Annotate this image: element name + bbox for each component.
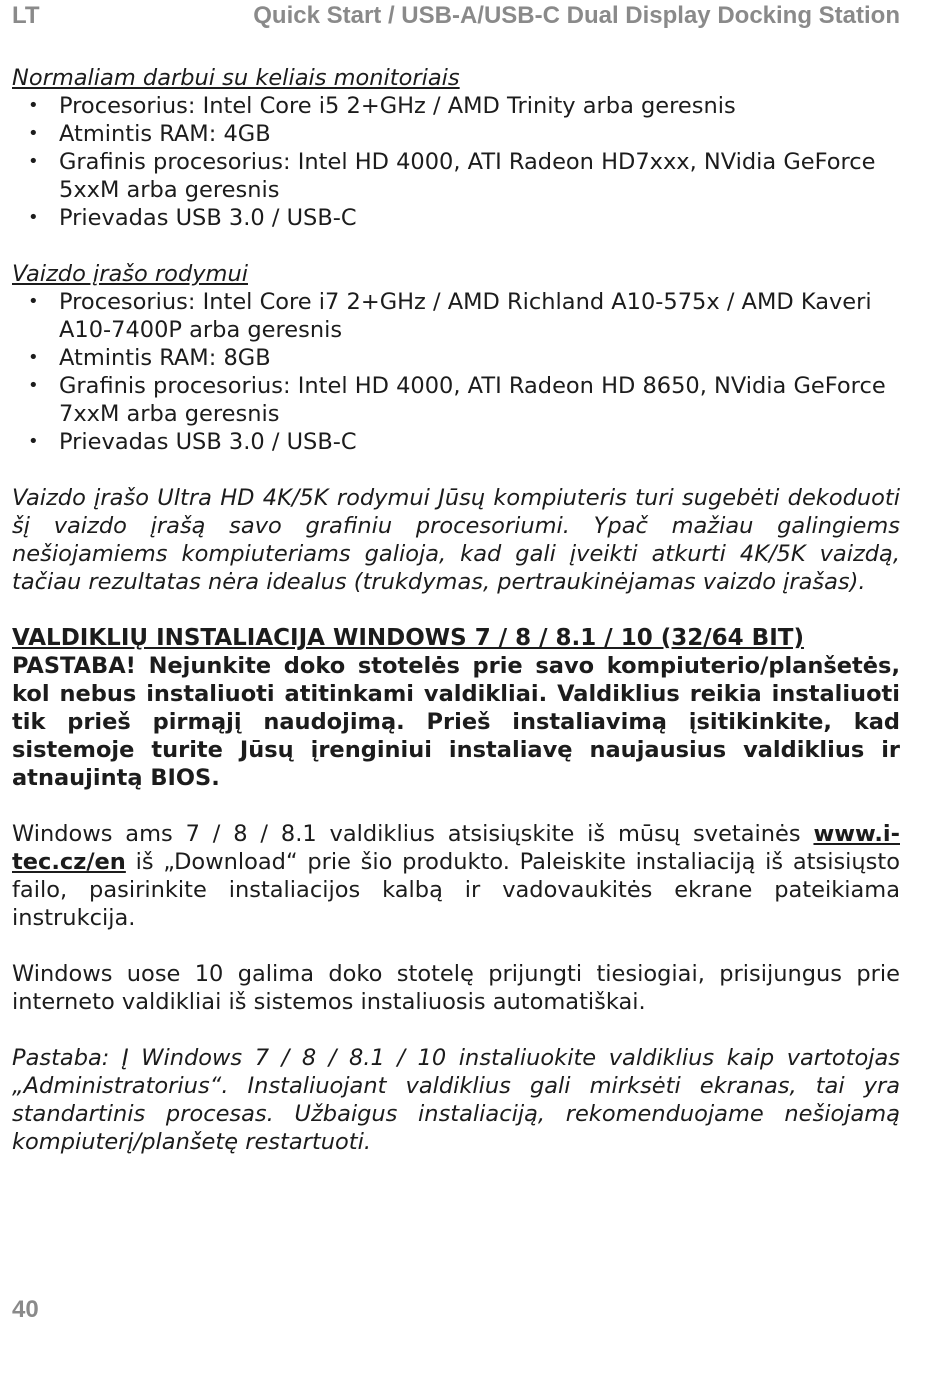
- list-item: • Grafinis procesorius: Intel HD 4000, ATI Radeon HD7xxx, NVidia GeForce 5xxM arba geresnis: [12, 148, 900, 204]
- video-requirements-list: [12, 288, 900, 456]
- driver-warning-paragraph: PASTABA! Nejunkite doko stotelės prie savo kompiuterio/planšetės, kol nebus instaliuoti atitinkami valdikliai. Valdiklius reikia instaliuoti tik prieš pirmąjį naudojimą. Prieš instaliavimą įsitikinkite, kad sistemoje turite Jūsų įrenginiui instaliavę naujausius valdiklius ir atnaujintą BIOS.: [12, 653, 900, 791]
- windows-10-instructions: Windows uose 10 galima doko stotelę prijungti tiesiogiai, prisijungus prie interneto valdikliai iš sistemos instaliuosis automatiškai.: [12, 961, 900, 1015]
- multi-monitor-requirements-list: [12, 92, 900, 232]
- section-heading-video: Vaizdo įrašo rodymui: [12, 261, 248, 287]
- download-site-link[interactable]: www.i-tec.cz/en: [12, 821, 900, 875]
- section-heading-multi-monitor: Normaliam darbui su keliais monitoriais: [12, 65, 460, 91]
- language-code: LT: [12, 2, 40, 29]
- list-item: • Procesorius: Intel Core i5 2+GHz / AMD Trinity arba geresnis: [12, 92, 900, 120]
- list-item: • Procesorius: Intel Core i7 2+GHz / AMD Richland A10-575x / AMD Kaveri A10-7400P arba geresnis: [12, 288, 900, 344]
- page-content: [12, 64, 900, 1156]
- list-item: • Prievadas USB 3.0 / USB-C: [12, 204, 900, 232]
- uhd-playback-note: Vaizdo įrašo Ultra HD 4K/5K rodymui Jūsų kompiuteris turi sugebėti dekoduoti šį vaizdo įrašą savo grafiniu procesoriumi. Ypač mažiau galingiems nešiojamiems kompiuteriams galioja, kad gali įveikti atkurti 4K/5K vaizdą, tačiau rezultatas nėra idealus (trukdymas, pertraukinėjamas vaizdo įrašas).: [12, 485, 900, 595]
- list-item: • Grafinis procesorius: Intel HD 4000, ATI Radeon HD 8650, NVidia GeForce 7xxM arba geresnis: [12, 372, 900, 428]
- administrator-note: Pastaba: Į Windows 7 / 8 / 8.1 / 10 instaliuokite valdiklius kaip vartotojas „Administratorius“. Instaliuojant valdiklius gali mirksėti ekranas, tai yra standartinis procesas. Užbaigus instaliaciją, rekomenduojame nešiojamą kompiuterį/planšetę restartuoti.: [12, 1045, 900, 1155]
- page-number: 40: [12, 1296, 39, 1323]
- list-item: • Prievadas USB 3.0 / USB-C: [12, 428, 900, 456]
- list-item: • Atmintis RAM: 4GB: [12, 120, 900, 148]
- driver-installation-heading: VALDIKLIŲ INSTALIACIJA WINDOWS 7 / 8 / 8.1 / 10 (32/64 BIT): [12, 625, 804, 651]
- list-item: • Atmintis RAM: 8GB: [12, 344, 900, 372]
- windows-7-8-instructions: [12, 820, 900, 932]
- windows-7-8-text-end: iš „Download“ prie šio produkto. Paleiskite instaliaciją iš atsisiųsto failo, pasirinkite instaliacijos kalbą ir vadovaukitės ekrane pateikiama instrukcija.: [12, 849, 900, 931]
- page-header: [12, 0, 900, 32]
- windows-7-8-text-start: Windows ams 7 / 8 / 8.1 valdiklius atsisiųskite iš mūsų svetainės: [12, 821, 814, 847]
- document-title: Quick Start / USB-A/USB-C Dual Display Docking Station: [253, 2, 900, 29]
